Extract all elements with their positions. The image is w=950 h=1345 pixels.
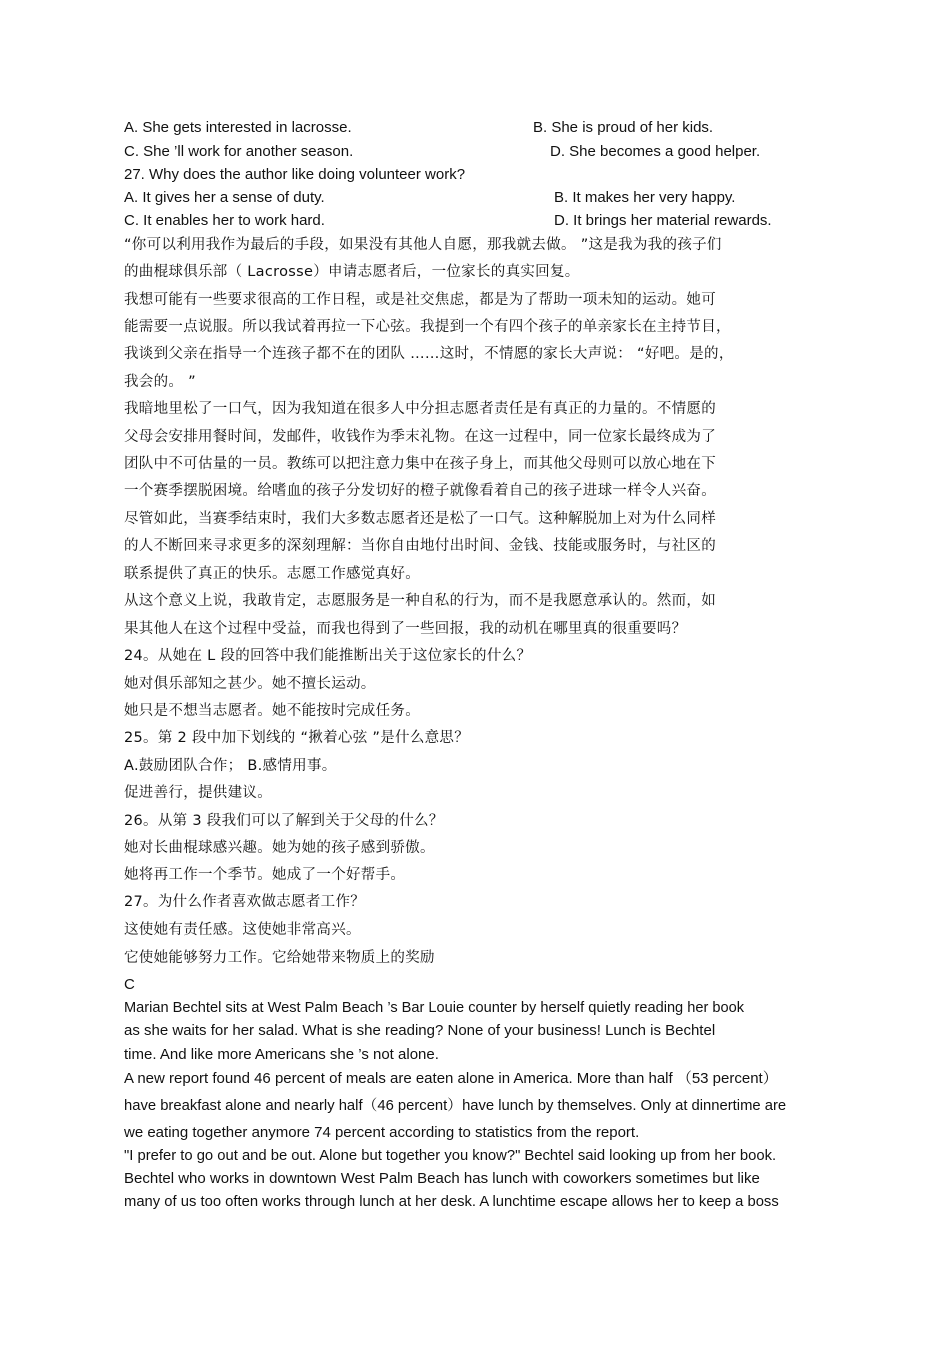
translation-line: 果其他人在这个过程中受益，而我也得到了一些回报，我的动机在哪里真的很重要吗？ — [124, 621, 687, 637]
translation-line: 我想可能有一些要求很高的工作日程，或是社交焦虑，都是为了帮助一项未知的运动。她可 — [124, 292, 716, 308]
q27-question: 27. Why does the author like doing volunteer work? — [124, 166, 466, 183]
cn-question-line: 25。第 2 段中加下划线的 “揪着心弦 ”是什么意思？ — [124, 730, 470, 746]
cn-question-line: 她对俱乐部知之甚少。她不擅长运动。 — [124, 676, 376, 692]
translation-line: 父母会安排用餐时间，发邮件，收钱作为季末礼物。在这一过程中，同一位家长最终成为了 — [124, 429, 716, 445]
section-c-label: C — [124, 976, 135, 993]
passage-line: A new report found 46 percent of meals are eaten alone in America. More than half （53 percent） — [124, 1070, 778, 1087]
q27-option-a: A. It gives her a sense of duty. — [124, 189, 325, 206]
cn-question-line: 她将再工作一个季节。她成了一个好帮手。 — [124, 867, 406, 883]
passage-line: as she waits for her salad. What is she reading? None of your business! Lunch is Bechtel — [124, 1022, 716, 1039]
cn-question-line: 26。从第 3 段我们可以了解到关于父母的什么？ — [124, 813, 444, 829]
translation-line: 尽管如此，当赛季结束时，我们大多数志愿者还是松了一口气。这种解脱加上对为什么同样 — [124, 511, 716, 527]
translation-line: 我会的。 ” — [124, 374, 196, 390]
translation-line: 从这个意义上说，我敢肯定，志愿服务是一种自私的行为，而不是我愿意承认的。然而，如 — [124, 593, 716, 609]
q26-option-a: A. She gets interested in lacrosse. — [124, 119, 352, 136]
cn-question-line: 它使她能够努力工作。它给她带来物质上的奖励 — [124, 950, 435, 966]
translation-line: 一个赛季摆脱困境。给嗜血的孩子分发切好的橙子就像看着自己的孩子进球一样令人兴奋。 — [124, 483, 716, 499]
translation-line: 我谈到父亲在指导一个连孩子都不在的团队 ……这时，不情愿的家长大声说： “好吧。是的， — [124, 346, 734, 362]
q26-option-b: B. She is proud of her kids. — [533, 119, 714, 136]
cn-question-line: 促进善行，提供建议。 — [124, 785, 272, 801]
cn-question-line: 她只是不想当志愿者。她不能按时完成任务。 — [124, 703, 420, 719]
q27-option-c: C. It enables her to work hard. — [124, 212, 325, 229]
q27-option-d: D. It brings her material rewards. — [554, 212, 772, 229]
q26-option-c: C. She ’ll work for another season. — [124, 143, 354, 160]
translation-line: 联系提供了真正的快乐。志愿工作感觉真好。 — [124, 566, 420, 582]
passage-line: we eating together anymore 74 percent according to statistics from the report. — [124, 1124, 640, 1141]
passage-line: time. And like more Americans she ’s not alone. — [124, 1046, 439, 1063]
passage-line: Bechtel who works in downtown West Palm Beach has lunch with coworkers sometimes but like — [124, 1170, 760, 1187]
cn-question-line: 27。为什么作者喜欢做志愿者工作？ — [124, 894, 366, 910]
cn-question-line: A.鼓励团队合作； B.感情用事。 — [124, 758, 337, 774]
passage-line: "I prefer to go out and be out. Alone but together you know?" Bechtel said looking up from her book. — [124, 1148, 777, 1164]
q26-option-d: D. She becomes a good helper. — [550, 143, 761, 160]
translation-line: 团队中不可估量的一员。教练可以把注意力集中在孩子身上，而其他父母则可以放心地在下 — [124, 456, 716, 472]
translation-line: 能需要一点说服。所以我试着再拉一下心弦。我提到一个有四个孩子的单亲家长在主持节目， — [124, 319, 731, 335]
translation-line: “你可以利用我作为最后的手段，如果没有其他人自愿，那我就去做。 ”这是我为我的孩子们 — [124, 237, 722, 253]
translation-line: 的人不断回来寻求更多的深刻理解：当你自由地付出时间、金钱、技能或服务时，与社区的 — [124, 538, 716, 554]
passage-line: many of us too often works through lunch at her desk. A lunchtime escape allows her to keep a boss — [124, 1194, 779, 1210]
passage-line: have breakfast alone and nearly half（46 percent）have lunch by themselves. Only at dinnertime are — [124, 1098, 787, 1114]
q27-option-b: B. It makes her very happy. — [554, 189, 736, 206]
cn-question-line: 24。从她在 L 段的回答中我们能推断出关于这位家长的什么？ — [124, 648, 532, 664]
translation-line: 我暗地里松了一口气，因为我知道在很多人中分担志愿者责任是有真正的力量的。不情愿的 — [124, 401, 716, 417]
passage-line: Marian Bechtel sits at West Palm Beach ’s Bar Louie counter by herself quietly reading her book — [124, 1000, 745, 1016]
cn-question-line: 这使她有责任感。这使她非常高兴。 — [124, 922, 361, 938]
cn-question-line: 她对长曲棍球感兴趣。她为她的孩子感到骄傲。 — [124, 840, 435, 856]
translation-line: 的曲棍球俱乐部（ Lacrosse）申请志愿者后，一位家长的真实回复。 — [124, 264, 580, 280]
